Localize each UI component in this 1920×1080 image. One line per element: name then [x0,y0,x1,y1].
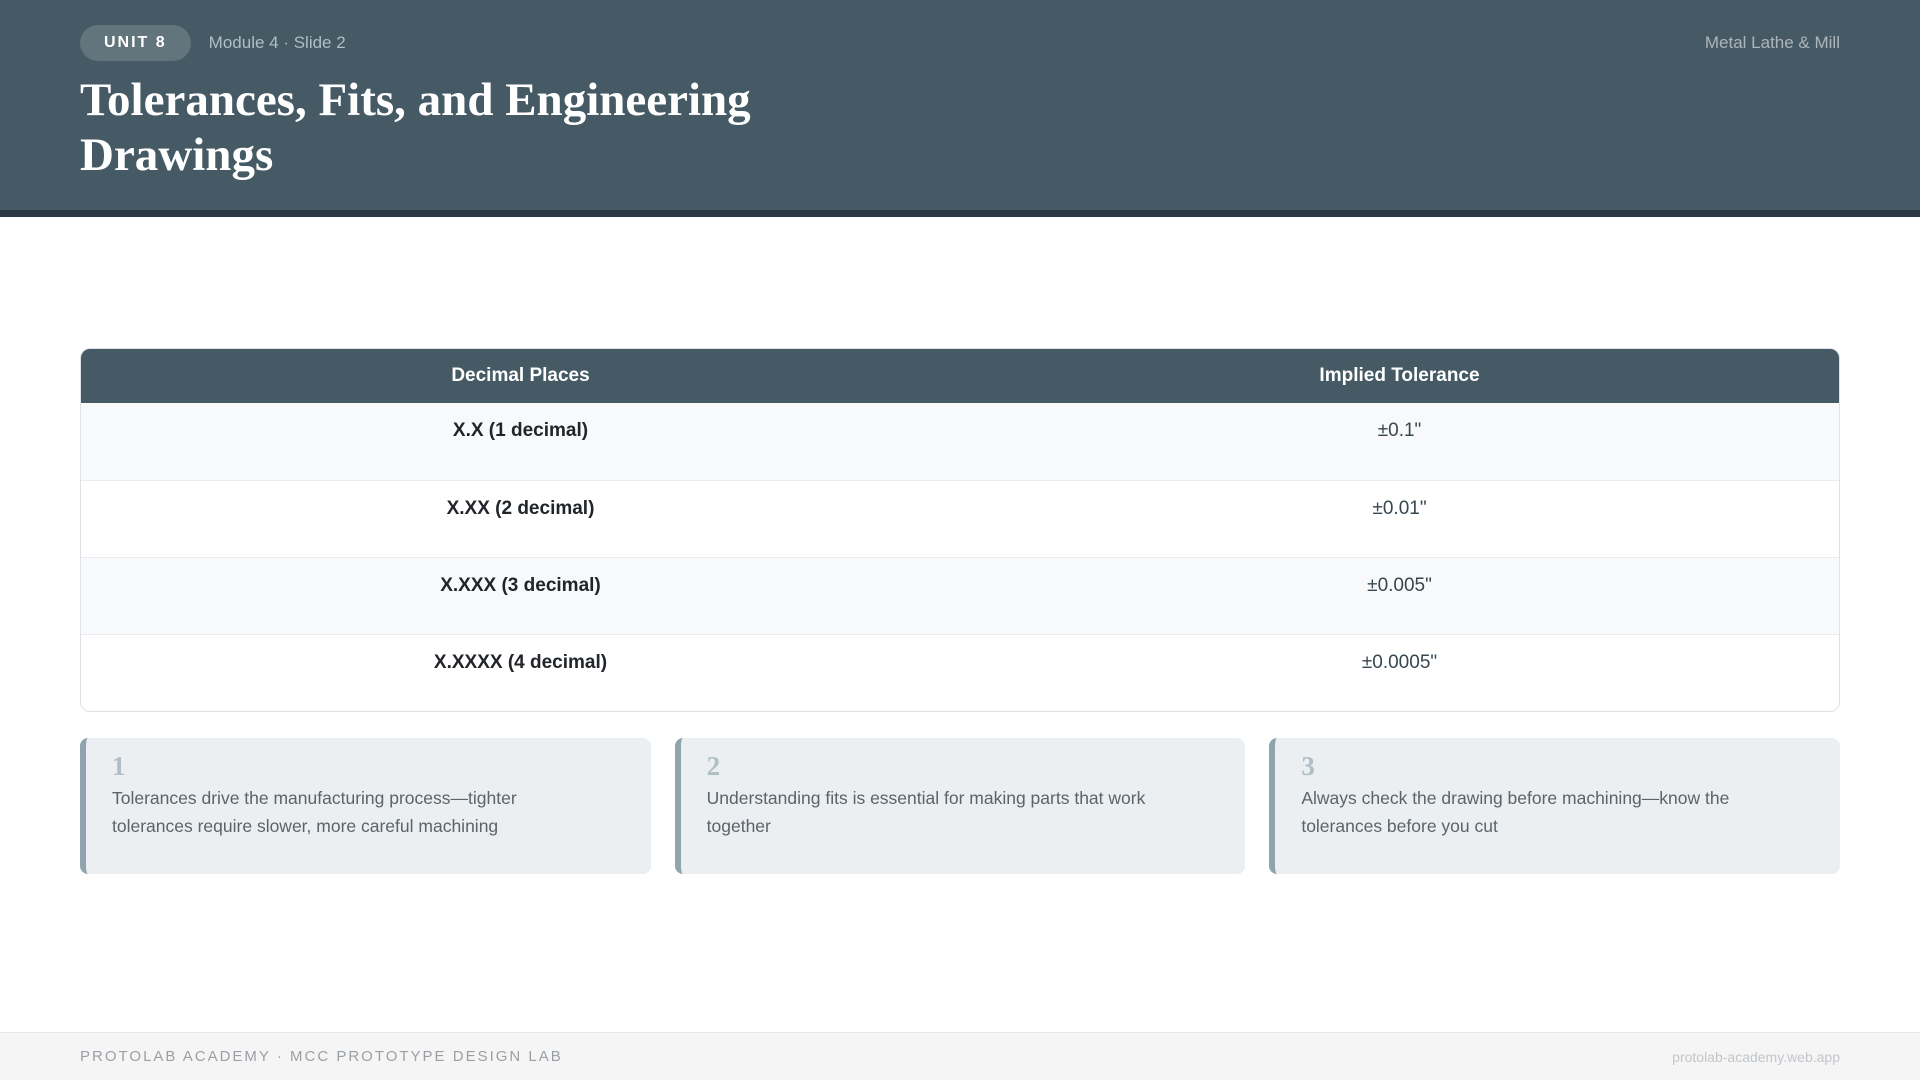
footer-brand-label: PROTOLAB ACADEMY · MCC PROTOTYPE DESIGN LAB [80,1048,563,1065]
slide-header [0,0,1920,217]
cell-decimal-places: X.XX (2 decimal) [446,497,595,519]
cell-decimal-places: X.XXX (3 decimal) [440,574,601,596]
course-label: Metal Lathe & Mill [1704,33,1840,52]
column-header-implied-tolerance: Implied Tolerance [960,349,1839,403]
callout-number: 3 [1301,751,1315,781]
callout-card-3 [1269,738,1840,874]
table-row [81,403,1839,480]
tolerance-table [81,349,1839,711]
slide-body [0,348,1920,874]
callout-text: Tolerances drive the manufacturing process—tighter tolerances require slower, more careful machining [112,788,517,836]
callout-card-1 [80,738,651,874]
slide-footer [0,1032,1920,1080]
callout-text: Always check the drawing before machining—know the tolerances before you cut [1301,788,1730,836]
cell-implied-tolerance: ±0.0005" [1361,651,1438,673]
column-header-decimal-places: Decimal Places [81,349,960,403]
unit-badge: UNIT 8 [80,25,191,61]
tolerance-table-card [80,348,1840,712]
header-top-row [80,25,1840,61]
cell-implied-tolerance: ±0.005" [1367,574,1432,596]
cell-decimal-places: X.XXXX (4 decimal) [433,651,608,673]
callout-card-2 [675,738,1246,874]
cell-implied-tolerance: ±0.1" [1377,420,1422,441]
breadcrumb: Module 4 · Slide 2 [208,33,346,52]
callout-number: 1 [112,751,126,781]
callout-text: Understanding fits is essential for making parts that work together [706,788,1146,836]
callout-card-list [80,738,1840,874]
table-header-row [81,349,1839,403]
table-row [81,480,1839,557]
callout-number: 2 [706,751,721,781]
page-title: Tolerances, Fits, and Engineering Drawings [80,74,751,181]
cell-implied-tolerance: ±0.01" [1372,497,1427,519]
cell-decimal-places: X.X (1 decimal) [452,420,589,441]
footer-url-label: protolab-academy.web.app [1672,1048,1840,1065]
table-row [81,634,1839,711]
table-row [81,557,1839,634]
